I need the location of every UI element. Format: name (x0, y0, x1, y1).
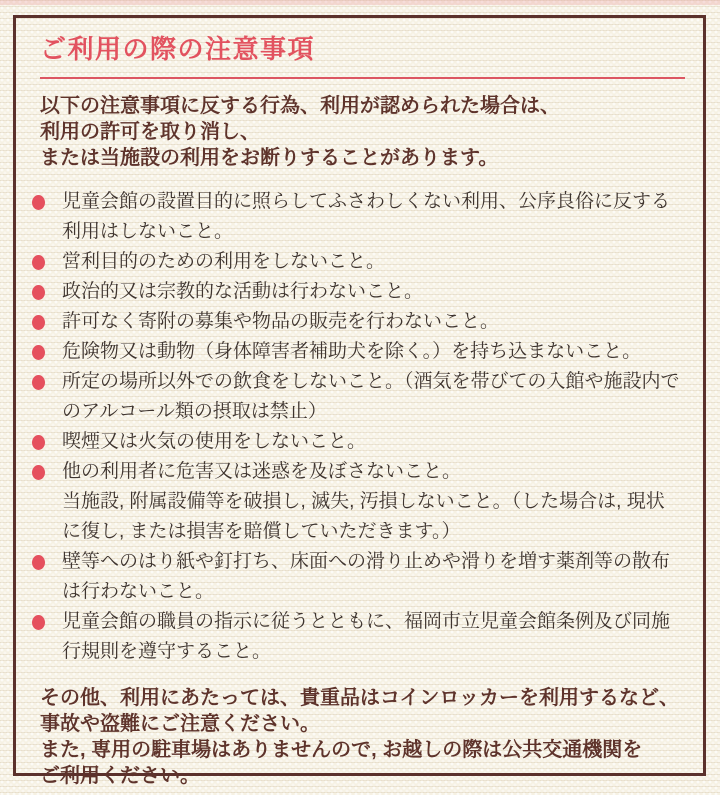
intro-line: または当施設の利用をお断りすることがあります。 (40, 147, 499, 169)
rule-text: 児童会館の設置目的に照らしてふさわしくない利用、公序良俗に反する利用はしないこと。 (62, 191, 671, 242)
intro-line: 利用の許可を取り消し、 (40, 121, 260, 143)
rule-subtext: 当施設, 附属設備等を破損し, 滅失, 汚損しないこと。（した場合は, 現状に復し, または損害を賠償していただきます。） (62, 491, 665, 542)
title-divider (40, 77, 685, 79)
rule-item (32, 307, 681, 337)
footer-line: ご利用ください。 (40, 765, 200, 787)
intro-line: 以下の注意事項に反する行為、利用が認められた場合は、 (40, 95, 560, 117)
rule-item (32, 247, 681, 277)
rule-text: 許可なく寄附の募集や物品の販売を行わないこと。 (62, 311, 500, 332)
rule-item (32, 547, 681, 607)
footer-note (40, 685, 679, 789)
rule-item (32, 427, 681, 457)
rule-item (32, 457, 681, 547)
rule-item (32, 337, 681, 367)
bullet-icon (32, 315, 45, 330)
rule-text: 営利目的のための利用をしないこと。 (62, 251, 386, 272)
page-title: ご利用の際の注意事項 (40, 34, 316, 64)
rule-text: 危険物又は動物（身体障害者補助犬を除く。）を持ち込まないこと。 (62, 341, 642, 362)
intro-paragraph (40, 93, 679, 171)
footer-line: 事故や盗難にご注意ください。 (40, 713, 320, 735)
rule-text: 壁等へのはり紙や釘打ち、床面への滑り止めや滑りを増す薬剤等の散布は行わないこと。 (62, 551, 671, 602)
bullet-icon (32, 435, 45, 450)
rule-text: 喫煙又は火気の使用をしないこと。 (62, 431, 367, 452)
rule-item (32, 367, 681, 427)
top-edge-tint (0, 0, 720, 5)
footer-line: また, 専用の駐車場はありませんので, お越しの際は公共交通機関を (40, 739, 643, 761)
bullet-icon (32, 255, 45, 270)
rule-text: 所定の場所以外での飲食をしないこと。（酒気を帯びての入館や施設内でのアルコール類の摂取は禁止） (62, 371, 680, 422)
rule-text: 児童会館の職員の指示に従うとともに、福岡市立児童会館条例及び同施行規則を遵守すること。 (62, 611, 671, 662)
rule-item (32, 607, 681, 667)
rules-list (16, 187, 681, 667)
bullet-icon (32, 285, 45, 300)
bullet-icon (32, 345, 45, 360)
footer-line: その他、利用にあたっては、貴重品はコインロッカーを利用するなど、 (40, 687, 679, 709)
rule-text: 他の利用者に危害又は迷惑を及ぼさないこと。 (62, 461, 462, 482)
rule-item (32, 277, 681, 307)
notice-panel (13, 15, 706, 787)
rule-text: 政治的又は宗教的な活動は行わないこと。 (62, 281, 424, 302)
bullet-icon (32, 555, 45, 570)
bullet-icon (32, 465, 45, 480)
bullet-icon (32, 615, 45, 630)
rule-item (32, 187, 681, 247)
bullet-icon (32, 375, 45, 390)
bullet-icon (32, 195, 45, 210)
